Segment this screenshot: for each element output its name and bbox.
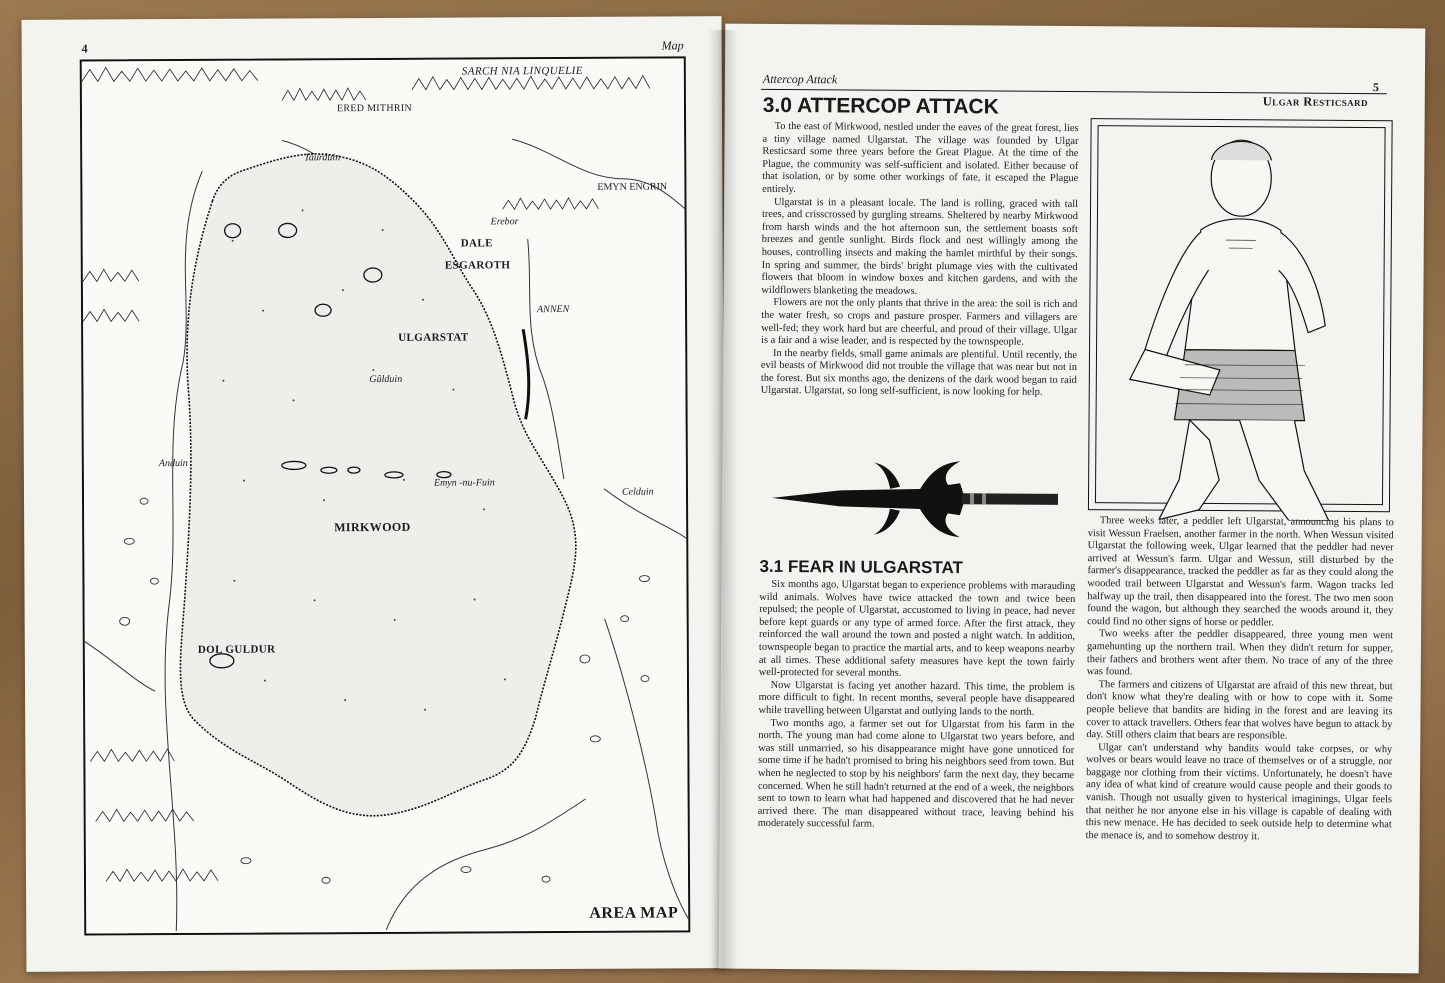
left-page-number: 4 — [81, 41, 88, 56]
label-annen: ANNEN — [537, 303, 570, 316]
label-esgaroth: ESGAROTH — [444, 259, 511, 272]
section2-text — [758, 579, 1076, 833]
portrait-frame — [1088, 118, 1393, 512]
section-heading-fear: 3.1 FEAR IN ULGARSTAT — [759, 556, 963, 578]
column3-paragraph: The farmers and citizens of Ulgarstat are afraid of this new threat, but don't know what they're dealing with or how to cope with it. Some people believe that bandits are hiding in the forest and are leaving its cover to attack travellers. Others fear that wolves have begun to attack by day. Still others claim that bears are responsible. — [1086, 678, 1393, 742]
label-mirkwood: MIRKWOOD — [334, 519, 411, 535]
area-map — [80, 56, 691, 935]
left-page — [22, 16, 727, 972]
label-emyn-engrin: EMYN ENGRIN — [597, 181, 668, 193]
section1-paragraph: Ulgarstat is in a pleasant locale. The land is rolling, graced with tall trees, and crisscrossed by gurgling streams. Sheltered by nearby Mirkwood from harsh winds and the hot afternoon sun, the settlement boasts soft breezes and gentle sunlight. Birds flock and nest willingly among the houses, controlling insects and making the hamlet mirthful by their songs. In spring and summer, the birds' bright plumage vies with the cultivated flowers that bloom in window boxes and kitchen gardens, and with the wildflowers blanketing the meadows. — [761, 196, 1079, 297]
section2-paragraph: Two months ago, a farmer set out for Ulgarstat from his farm in the north. The young man had come alone to Ulgarstat two years before, and was still unmarried, so his disappearance might have gone unnoticed for some time if he hadn't promised to bring his neighbors seed from town. But when he neglected to stop by his neighbors' farm the next day, they became concerned. When he still hadn't returned at the end of a week, the neighbors sent to town to learn what had happened and discovered that he had never arrived there. The man disappeared without trace, leaving behind his moderately successful farm. — [757, 717, 1075, 830]
right-running-head: Attercop Attack — [762, 71, 838, 87]
header-rule — [761, 89, 1387, 94]
section1-paragraph: Flowers are not the only plants that thrive in the area: the soil is rich and the water fresh, so crops and pasture prosper. Farmers and villagers are well-fed; they work hard but are cheerful, and proud of their village. Ulgar is a fair and a wise leader, and is respected by the townspeople. — [761, 297, 1078, 348]
book-gutter — [708, 30, 738, 970]
label-anduin: Anduin — [158, 457, 188, 470]
column3-text — [1086, 515, 1394, 845]
label-dale: DALE — [460, 237, 493, 250]
label-ered-mithrin: ERED MITHRIN — [336, 102, 412, 115]
label-taurduin: Taurduin — [304, 152, 341, 164]
section2-paragraph: Six months ago, Ulgarstat began to experience problems with marauding wild animals. Wolves have twice attacked the town and twice been repulsed; the people of Ulgarstat, accustomed to living in peace, had never before kept guards or any type of armed force. After the first attack, they reinforced the wall around the town and posted a night watch. In addition, townspeople began to practice the martial arts, and to keep weapons nearby at all times. These additional safety measures have kept the town fairly well-protected for several months. — [758, 578, 1076, 679]
column3-paragraph: Ulgar can't understand why bandits would take corpses, or why wolves or bears would leave no trace of themselves or of a struggle, nor baggage nor clothing from their victims. Unfortunately, he doesn't have any idea of what kind of creature would cause people and their goods to vanish. Though not usually given to hysterical imaginings, Ulgar feels that neither he nor anyone else in his village is capable of dealing with this new menace. He has decided to seek outside help to determine what the menace is, and to somehow destroy it. — [1085, 741, 1393, 843]
label-sarch: SARCH NIA LINQUELIE — [461, 64, 583, 78]
label-gulduin: Gûlduin — [369, 373, 403, 386]
section1-paragraph: In the nearby fields, small game animals are plentiful. Until recently, the evil beasts of Mirkwood did not trouble the village that was near but not in the forest. But six months ago, the denizens of the dark wood began to raid Ulgarstat. Ulgarstat, so long self-sufficient, is now looking for help. — [760, 347, 1078, 399]
label-emyn-nu-fuin: Emyn -nu-Fuin — [433, 477, 495, 489]
section1-paragraph: To the east of Mirkwood, nestled under the eaves of the great forest, lies a tiny village named Ulgarstat. The village was founded by Ulgar Resticsard some three years before the Great Plague. At the time of the Plague, the community was self-sufficient and isolated. Either because of that isolation, or by some other workings of fate, it escaped the Plague entirely. — [762, 120, 1079, 196]
column3-paragraph: Two weeks after the peddler disappeared, three young men went gamehunting up the northern trail. When they didn't return for supper, their fathers and brothers went after them. No trace of any of the three was found. — [1086, 628, 1394, 678]
spear-illustration — [770, 452, 1061, 546]
label-erebor: Erebor — [490, 216, 519, 228]
label-dol-guldur: DOL GULDUR — [197, 643, 276, 656]
section-heading-attercop: 3.0 ATTERCOP ATTACK — [762, 93, 999, 119]
portrait-illustration — [1089, 119, 1392, 521]
section1-text — [761, 121, 1079, 400]
label-ulgarstat: ULGARSTAT — [398, 331, 469, 344]
right-page — [719, 24, 1426, 974]
right-page-number: 5 — [1372, 80, 1379, 95]
portrait-caption: Ulgar Resticsard — [1262, 94, 1368, 110]
label-celduin: Celduin — [621, 486, 654, 498]
left-running-head: Map — [661, 38, 684, 53]
column3-paragraph: Three weeks later, a peddler left Ulgarstat, announcing his plans to visit Wessun Fraelsen, another farmer in the north. When Wessun visited Ulgarstat the following week, Ulgar learned that the peddler had never arrived at Wessun's farm. Ulgar and Wessun, still disturbed by the farmer's disappearance, tracked the peddler as far as they could along the wooded trail between Ulgarstat and Wessun's farm. Wagon tracks led halfway up the trail, then disappeared into the forest. The two men soon found the wagon, but although they searched the woods around it, they could find no other signs of horse or peddler. — [1087, 515, 1394, 629]
map-title: AREA MAP — [589, 904, 679, 922]
section2-paragraph: Now Ulgarstat is facing yet another hazard. This time, the problem is more difficult to fight. In recent months, several people have disappeared while travelling between Ulgarstat and outlying lands to the north. — [758, 679, 1075, 718]
